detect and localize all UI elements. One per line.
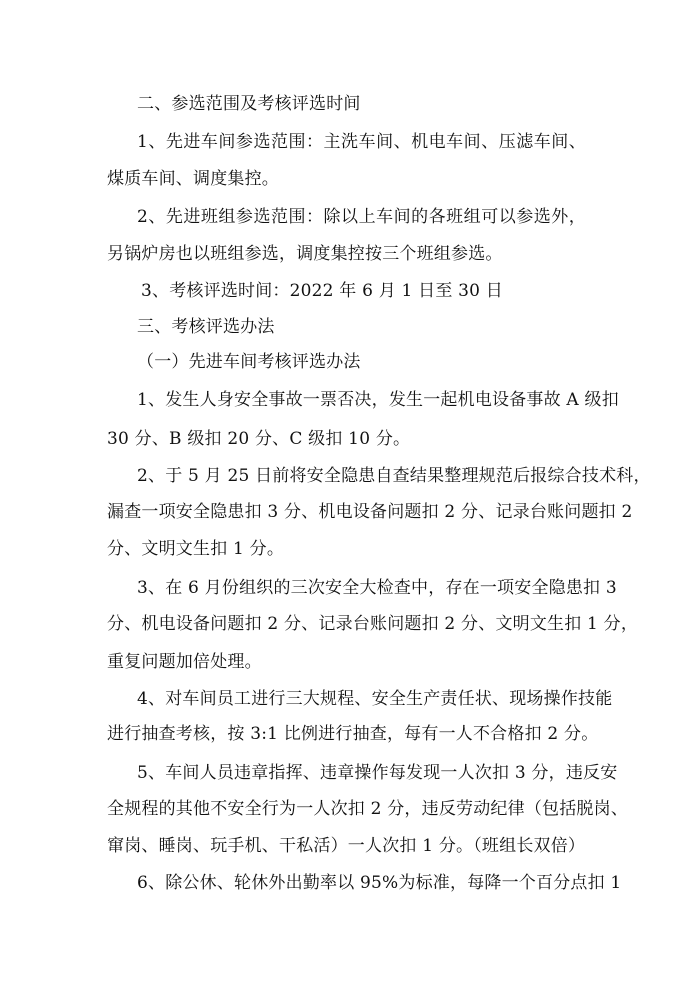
paragraph-line: 2、先进班组参选范围：除以上车间的各班组可以参选外， xyxy=(137,207,586,227)
paragraph-line: 1、发生人身安全事故一票否决，发生一起机电设备事故 A 级扣 xyxy=(137,390,619,410)
paragraph-line: 重复问题加倍处理。 xyxy=(107,652,262,672)
paragraph-line: 1、先进车间参选范围：主洗车间、机电车间、压滤车间、 xyxy=(137,132,586,152)
paragraph-line: 分、机电设备问题扣 2 分、记录台账问题扣 2 分、文明文生扣 1 分， xyxy=(107,614,639,634)
paragraph-line: 3、在 6 月份组织的三次安全大检查中，存在一项安全隐患扣 3 xyxy=(137,578,617,598)
paragraph-line: 煤质车间、调度集控。 xyxy=(107,169,279,189)
section-heading-2: 二、参选范围及考核评选时间 xyxy=(137,94,361,114)
paragraph-line: 另锅炉房也以班组参选，调度集控按三个班组参选。 xyxy=(107,244,503,264)
paragraph-line: 4、对车间员工进行三大规程、安全生产责任状、现场操作技能 xyxy=(137,689,613,709)
paragraph-line: 分、文明文生扣 1 分。 xyxy=(107,539,285,559)
paragraph-line: 5、车间人员违章指挥、违章操作每发现一人次扣 3 分，违反安 xyxy=(137,763,618,783)
paragraph-line: 漏查一项安全隐患扣 3 分、机电设备问题扣 2 分、记录台账问题扣 2 xyxy=(107,502,633,522)
paragraph-line: 进行抽查考核，按 3:1 比例进行抽查，每有一人不合格扣 2 分。 xyxy=(107,724,599,744)
paragraph-line: 窜岗、睡岗、玩手机、干私活）一人次扣 1 分。（班组长双倍） xyxy=(107,836,586,856)
paragraph-line: 6、除公休、轮休外出勤率以 95%为标准，每降一个百分点扣 1 xyxy=(137,873,622,893)
section-heading-3: 三、考核评选办法 xyxy=(137,317,275,337)
paragraph-line: 全规程的其他不安全行为一人次扣 2 分，违反劳动纪律（包括脱岗、 xyxy=(107,799,629,819)
paragraph-line: 3、考核评选时间：2022 年 6 月 1 日至 30 日 xyxy=(141,281,503,301)
subsection-heading: （一）先进车间考核评选办法 xyxy=(137,352,361,372)
paragraph-line: 30 分、B 级扣 20 分、C 级扣 10 分。 xyxy=(107,429,411,449)
paragraph-line: 2、于 5 月 25 日前将安全隐患自查结果整理规范后报综合技术科， xyxy=(137,466,651,486)
